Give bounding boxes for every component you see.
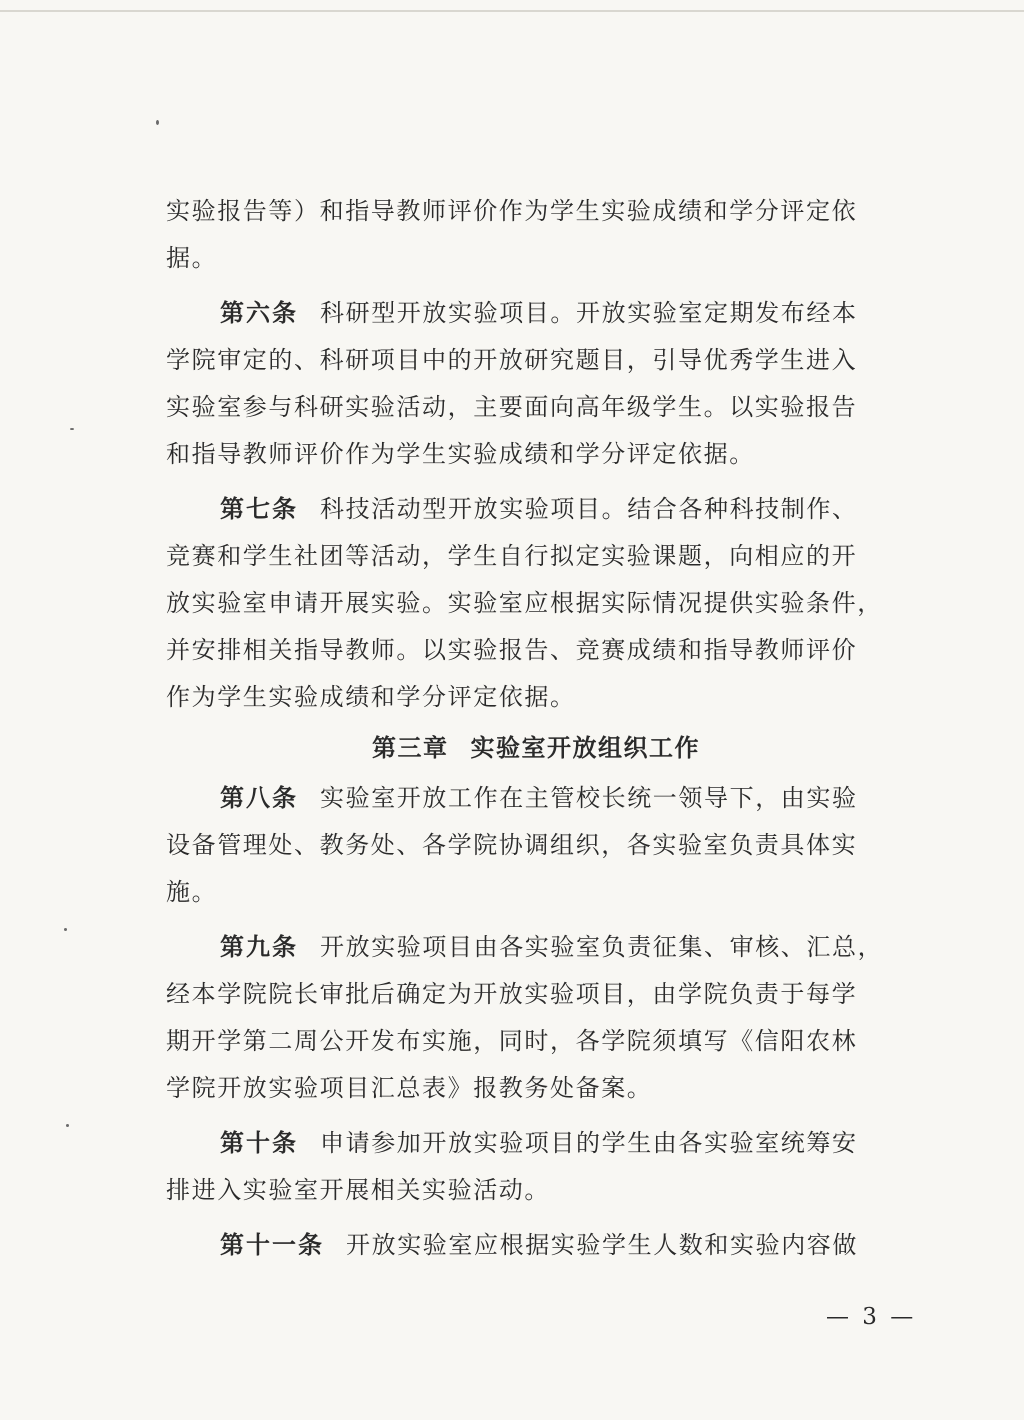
scan-speck — [66, 1124, 69, 1127]
text-line: 学院审定的、科研项目中的开放研究题目，引导优秀学生进入 — [166, 346, 858, 374]
text-line: 施。 — [166, 878, 218, 906]
article-text: 开放实验项目由各实验室负责征集、审核、汇总， — [320, 933, 884, 961]
text-line: 和指导教师评价作为学生实验成绩和学分评定依据。 — [166, 440, 755, 468]
text-line: 实验室参与科研实验活动，主要面向高年级学生。以实验报告 — [166, 393, 858, 421]
text-line: 竞赛和学生社团等活动，学生自行拟定实验课题，向相应的开 — [166, 542, 858, 570]
chapter-number: 第三章 — [372, 734, 449, 762]
text-line — [166, 775, 906, 822]
article-text: 实验室开放工作在主管校长统一领导下，由实验 — [320, 784, 858, 812]
document-body — [166, 188, 906, 1269]
page-number: — 3 — — [826, 1304, 917, 1330]
scan-speck — [64, 928, 67, 931]
article-number: 第九条 — [220, 933, 298, 961]
chapter-title: 实验室开放组织工作 — [470, 734, 700, 762]
text-line: 学院开放实验项目汇总表》报教务处备案。 — [166, 1074, 653, 1102]
top-edge-line — [0, 10, 1024, 12]
article-9 — [166, 924, 906, 1112]
article-number: 第八条 — [220, 784, 298, 812]
text-line: 经本学院院长审批后确定为开放实验项目，由学院负责于每学 — [166, 980, 858, 1008]
text-line: 期开学第二周公开发布实施，同时，各学院须填写《信阳农林 — [166, 1027, 858, 1055]
text-line: 设备管理处、教务处、各学院协调组织，各实验室负责具体实 — [166, 831, 858, 859]
text-line — [166, 1222, 906, 1269]
text-line: 据。 — [166, 244, 218, 272]
text-line: 放实验室申请开展实验。实验室应根据实际情况提供实验条件， — [166, 589, 883, 617]
scan-speck — [156, 120, 159, 125]
text-line — [166, 924, 906, 971]
article-number: 第十条 — [220, 1129, 298, 1157]
chapter-heading — [166, 723, 906, 773]
article-text: 开放实验室应根据实验学生人数和实验内容做 — [346, 1231, 858, 1259]
text-line — [166, 290, 906, 337]
article-text: 申请参加开放实验项目的学生由各实验室统筹安 — [320, 1129, 858, 1157]
scan-speck — [70, 428, 74, 430]
text-line — [166, 1120, 906, 1167]
text-line: 并安排相关指导教师。以实验报告、竞赛成绩和指导教师评价 — [166, 636, 858, 664]
text-line — [166, 486, 906, 533]
article-number: 第十一条 — [220, 1231, 324, 1259]
article-11 — [166, 1222, 906, 1269]
article-7 — [166, 486, 906, 721]
text-line: 排进入实验室开展相关实验活动。 — [166, 1176, 550, 1204]
article-8 — [166, 775, 906, 916]
article-text: 科研型开放实验项目。开放实验室定期发布经本 — [320, 299, 858, 327]
text-line: 作为学生实验成绩和学分评定依据。 — [166, 683, 576, 711]
article-10 — [166, 1120, 906, 1214]
article-number: 第六条 — [220, 299, 298, 327]
article-number: 第七条 — [220, 495, 298, 523]
article-text: 科技活动型开放实验项目。结合各种科技制作、 — [320, 495, 858, 523]
text-line: 实验报告等）和指导教师评价作为学生实验成绩和学分评定依 — [166, 197, 858, 225]
article-6 — [166, 290, 906, 478]
paragraph-continued — [166, 188, 906, 282]
